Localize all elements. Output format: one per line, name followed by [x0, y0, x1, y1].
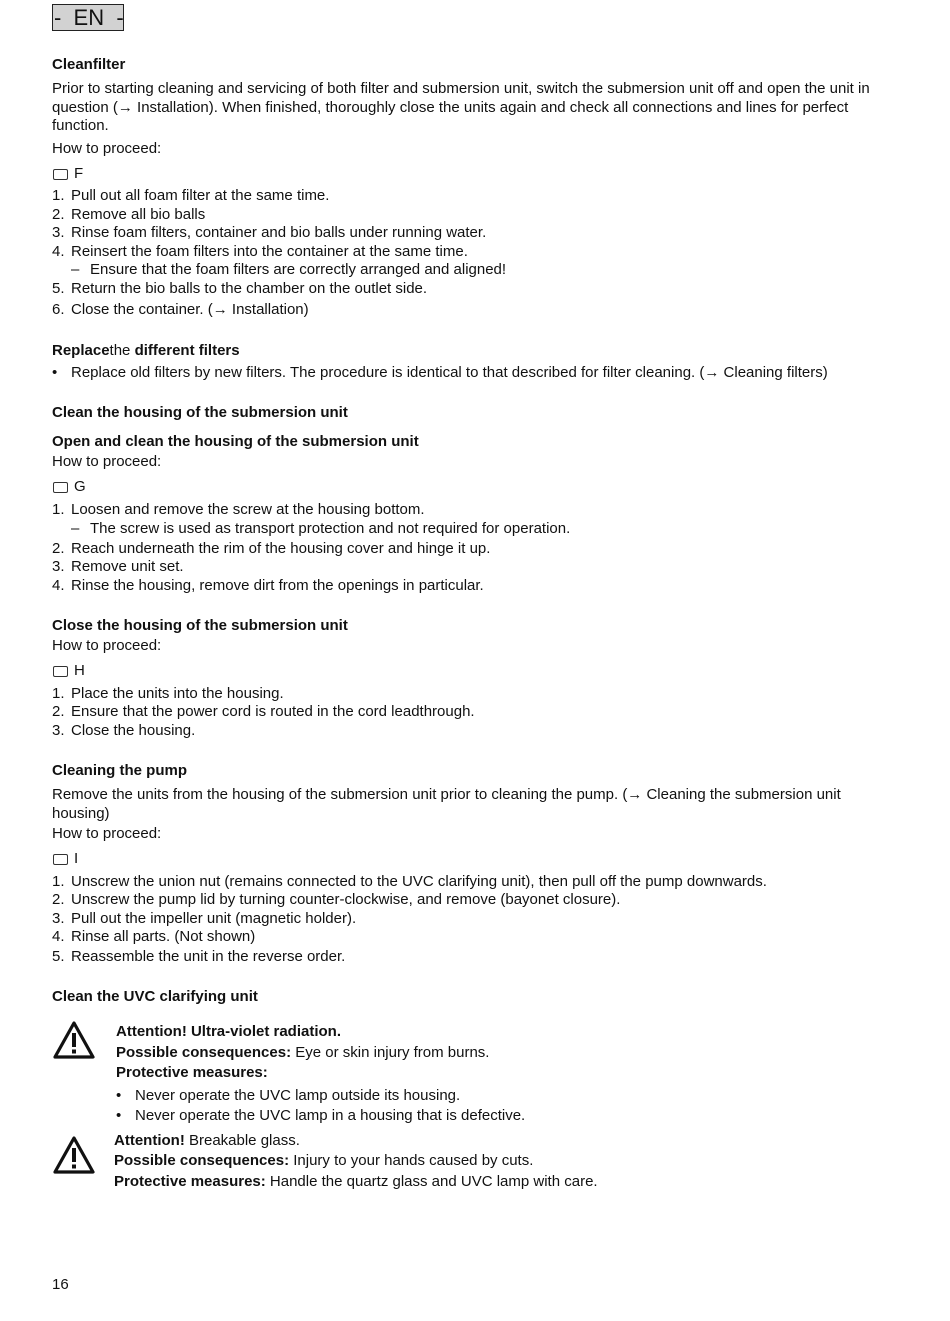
- sub-step-text: Ensure that the foam filters are correctly arranged and aligned!: [90, 261, 507, 278]
- list-item: [52, 910, 897, 929]
- open-housing-steps: [52, 501, 897, 596]
- heading-part: the: [109, 341, 131, 359]
- heading-close-housing: Close the housing of the submersion unit: [52, 617, 348, 634]
- protective-measures-label: Protective measures:: [116, 1064, 268, 1081]
- figure-reference: [52, 850, 897, 870]
- step-number: 2.: [52, 205, 65, 223]
- clean-filter-intro: Prior to starting cleaning and servicing of both filter and submersion unit, switch the submersion unit off and open the unit in question (→ Installation). When finished, thoroughly close the units again and check all connections and lines for perfect function.: [52, 80, 870, 134]
- step-text: Remove all bio balls: [71, 205, 206, 223]
- how-to-proceed-label: How to proceed:: [52, 637, 162, 654]
- consequences-text: Injury to your hands caused by cuts.: [289, 1152, 534, 1169]
- figure-letter: I: [74, 850, 79, 868]
- protective-measures-text: Handle the quartz glass and UVC lamp with care.: [265, 1172, 598, 1190]
- sub-list-item: [52, 520, 897, 539]
- attention-text: Breakable glass.: [184, 1131, 300, 1149]
- step-number: 3.: [52, 909, 65, 927]
- list-item: [52, 501, 897, 520]
- sub-list-item: [52, 261, 897, 280]
- page-number: 16: [52, 1276, 69, 1293]
- how-to-proceed-label: How to proceed:: [52, 825, 162, 842]
- bullet-marker: •: [52, 363, 58, 381]
- step-number: 3.: [52, 721, 65, 739]
- how-to-proceed-label: How to proceed:: [52, 139, 162, 157]
- list-item: [52, 685, 897, 704]
- step-number: 4.: [52, 242, 65, 260]
- step-text: Place the units into the housing.: [71, 684, 284, 702]
- bullet-text: Never operate the UVC lamp outside its housing.: [135, 1086, 461, 1104]
- step-number: 4.: [52, 928, 65, 945]
- heading-cleaning-pump: Cleaning the pump: [52, 762, 187, 779]
- list-item: [52, 206, 897, 225]
- figure-letter: F: [74, 164, 84, 182]
- list-item: [52, 364, 897, 383]
- bullet-marker: •: [116, 1107, 122, 1124]
- step-number: 3.: [52, 224, 65, 241]
- heading-clean-housing: Clean the housing of the submersion unit: [52, 404, 348, 421]
- warning-uv-radiation: [52, 1022, 897, 1127]
- step-number: 3.: [52, 558, 65, 575]
- step-text: Rinse foam filters, container and bio balls under running water.: [71, 224, 487, 241]
- consequences-text: Eye or skin injury from burns.: [291, 1043, 490, 1061]
- warning-text: [116, 1022, 525, 1127]
- how-to-proceed-label: How to proceed:: [52, 453, 162, 470]
- list-item: [52, 928, 897, 947]
- warning-text: [114, 1131, 598, 1193]
- warning-breakable-glass: [52, 1131, 897, 1193]
- language-tag: - EN -: [54, 5, 124, 30]
- bullet-marker: •: [116, 1086, 122, 1104]
- list-item: [116, 1086, 525, 1107]
- step-text: Remove unit set.: [71, 558, 184, 575]
- step-number: 5.: [52, 279, 65, 297]
- consequences-label: Possible consequences:: [116, 1043, 292, 1061]
- figure-reference: [52, 164, 897, 184]
- warning-triangle-icon: [52, 1020, 96, 1060]
- bullet-text: Replace old filters by new filters. The procedure is identical to that described for filter cleaning. (→ Cleaning filters): [71, 363, 828, 381]
- list-item: [52, 891, 897, 910]
- figure-reference: [52, 478, 897, 498]
- warning-triangle-icon: [52, 1135, 96, 1175]
- heading-clean-uvc: Clean the UVC clarifying unit: [52, 988, 258, 1005]
- step-text: Unscrew the pump lid by turning counter-clockwise, and remove (bayonet closure).: [71, 891, 621, 908]
- step-text: Pull out the impeller unit (magnetic holder).: [71, 909, 357, 927]
- step-number: 1.: [52, 187, 65, 204]
- heading-replace-filters: [52, 342, 897, 360]
- step-text: Rinse all parts. (Not shown): [71, 928, 256, 945]
- close-housing-steps: [52, 685, 897, 741]
- list-item: [52, 301, 897, 320]
- step-text: Ensure that the power cord is routed in the cord leadthrough.: [71, 703, 475, 720]
- step-text: Reassemble the unit in the reverse order.: [71, 947, 346, 965]
- step-number: 4.: [52, 576, 65, 594]
- clean-filter-steps: [52, 187, 897, 320]
- step-number: 6.: [52, 301, 65, 318]
- protective-measures-label: Protective measures:: [114, 1172, 266, 1190]
- figure-icon: [53, 482, 68, 493]
- list-item: [52, 224, 897, 243]
- heading-part: Replace: [52, 341, 110, 359]
- attention-label: Attention!: [114, 1131, 185, 1149]
- list-item: [52, 540, 897, 559]
- sub-step-text: The screw is used as transport protection and not required for operation.: [90, 520, 571, 537]
- list-item: [52, 280, 897, 299]
- step-text: Unscrew the union nut (remains connected to the UVC clarifying unit), then pull off the pump downwards.: [71, 872, 767, 890]
- list-item: [52, 243, 897, 262]
- figure-icon: [53, 854, 68, 865]
- step-text: Loosen and remove the screw at the housing bottom.: [71, 500, 425, 518]
- step-number: 2.: [52, 703, 65, 720]
- step-text: Reinsert the foam filters into the container at the same time.: [71, 242, 468, 260]
- heading-clean-filter: Cleanfilter: [52, 56, 126, 73]
- list-item: [52, 948, 897, 967]
- step-number: 2.: [52, 891, 65, 908]
- list-item: [52, 558, 897, 577]
- list-item: [52, 703, 897, 722]
- figure-letter: G: [74, 478, 86, 496]
- consequences-label: Possible consequences:: [114, 1152, 290, 1169]
- list-item: [52, 577, 897, 596]
- list-item: [52, 187, 897, 206]
- figure-letter: H: [74, 662, 85, 680]
- dash-marker: –: [71, 520, 80, 537]
- step-text: Pull out all foam filter at the same time.: [71, 187, 330, 204]
- step-number: 2.: [52, 539, 65, 557]
- figure-icon: [53, 169, 68, 180]
- step-number: 1.: [52, 872, 65, 890]
- warning-title: Attention! Ultra-violet radiation.: [116, 1023, 341, 1040]
- step-number: 1.: [52, 684, 65, 702]
- pump-intro: Remove the units from the housing of the submersion unit prior to cleaning the pump. (→ Cleaning the submersion unit housing): [52, 786, 841, 822]
- page-content: [52, 56, 897, 1192]
- bullet-text: Never operate the UVC lamp in a housing that is defective.: [135, 1107, 526, 1124]
- list-item: [52, 722, 897, 741]
- dash-marker: –: [71, 261, 80, 278]
- step-text: Reach underneath the rim of the housing cover and hinge it up.: [71, 539, 491, 557]
- list-item: [116, 1106, 525, 1127]
- heading-part: different filters: [130, 341, 240, 359]
- list-item: [52, 873, 897, 892]
- step-text: Close the housing.: [71, 721, 196, 739]
- step-number: 5.: [52, 947, 65, 965]
- step-text: Close the container. (→ Installation): [71, 301, 309, 318]
- subheading-open-clean-housing: Open and clean the housing of the submersion unit: [52, 433, 419, 450]
- pump-steps: [52, 873, 897, 967]
- step-text: Rinse the housing, remove dirt from the openings in particular.: [71, 576, 484, 594]
- figure-icon: [53, 666, 68, 677]
- figure-reference: [52, 662, 897, 682]
- step-text: Return the bio balls to the chamber on the outlet side.: [71, 279, 428, 297]
- step-number: 1.: [52, 500, 65, 518]
